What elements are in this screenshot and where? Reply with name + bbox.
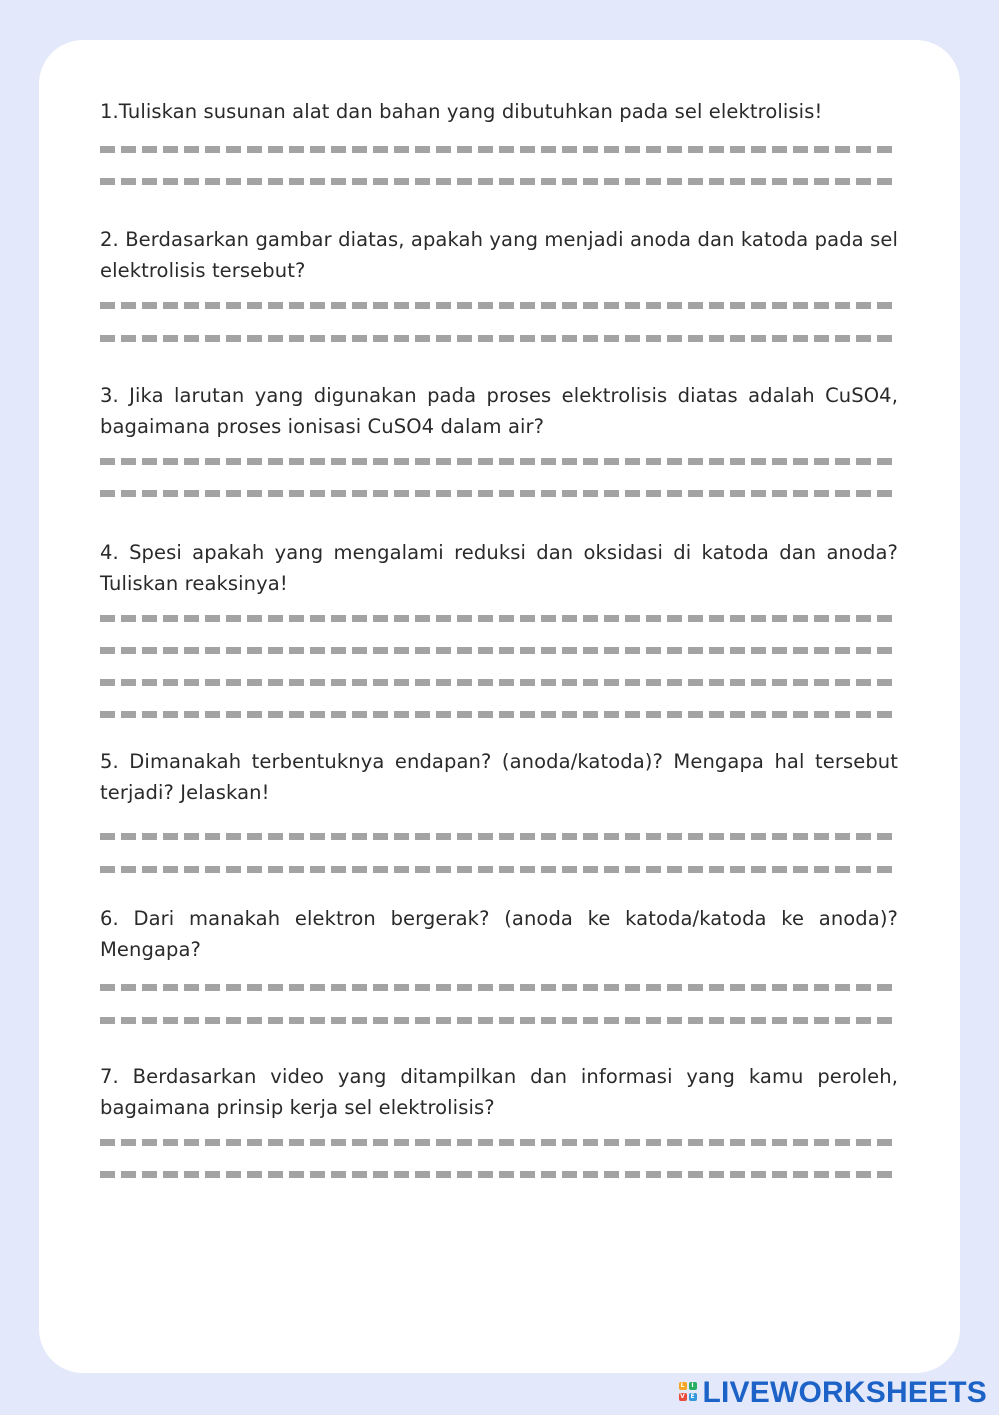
question-4: 4. Spesi apakah yang mengalami reduksi dan oksidasi di katoda dan anoda? Tuliskan reaksinya! [100,541,898,595]
logo-letter: I [689,1382,697,1390]
question-7: 7. Berdasarkan video yang ditampilkan dan informasi yang kamu peroleh, bagaimana prinsip kerja sel elektrolisis? [100,1065,898,1119]
question-2: 2. Berdasarkan gambar diatas, apakah yang menjadi anoda dan katoda pada sel elektrolisis tersebut? [100,228,898,282]
answer-line[interactable] [100,178,898,185]
liveworksheets-brand[interactable] [679,1378,988,1408]
question-5: 5. Dimanakah terbentuknya endapan? (anoda/katoda)? Mengapa hal tersebut terjadi? Jelaskan! [100,750,898,804]
answer-line[interactable] [100,335,898,342]
answer-line[interactable] [100,1171,898,1178]
answer-line[interactable] [100,711,898,718]
answer-line[interactable] [100,1017,898,1024]
answer-line[interactable] [100,866,898,873]
logo-letter: V [680,1393,685,1400]
question-1: 1.Tuliskan susunan alat dan bahan yang dibutuhkan pada sel elektrolisis! [100,100,823,123]
answer-line[interactable] [100,679,898,686]
answer-line[interactable] [100,490,898,497]
logo-letter: E [690,1393,695,1400]
logo-letter: L [679,1382,687,1390]
answer-line[interactable] [100,615,898,622]
answer-line[interactable] [100,458,898,465]
question-3: 3. Jika larutan yang digunakan pada proses elektrolisis diatas adalah CuSO4, bagaimana proses ionisasi CuSO4 dalam air? [100,384,898,438]
answer-line[interactable] [100,647,898,654]
answer-line[interactable] [100,146,898,153]
answer-line[interactable] [100,984,898,991]
answer-line[interactable] [100,302,898,309]
brand-name: LIVEWORKSHEETS [702,1376,987,1409]
answer-line[interactable] [100,833,898,840]
liveworksheets-logo-icon [679,1381,699,1405]
answer-line[interactable] [100,1139,898,1146]
question-6: 6. Dari manakah elektron bergerak? (anoda ke katoda/katoda ke anoda)? Mengapa? [100,907,898,961]
